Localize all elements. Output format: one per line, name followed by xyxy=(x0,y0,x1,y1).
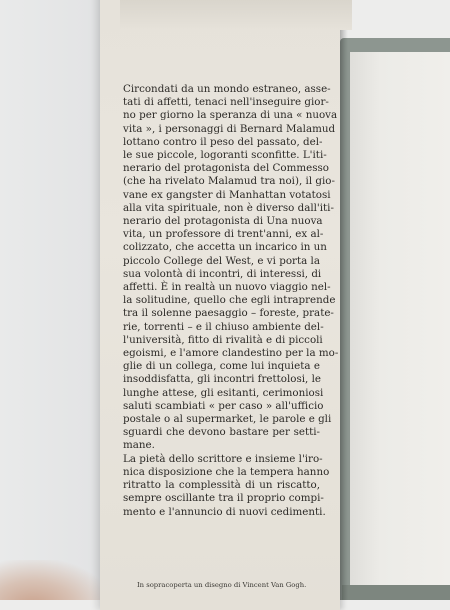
blurb-line: alla vita spirituale, non è diverso dall'iti- xyxy=(123,201,334,214)
blurb-line: saluti scambiati « per caso » all'ufficio xyxy=(123,399,324,412)
blurb-line: vane ex gangster di Manhattan votatosi xyxy=(123,188,331,201)
blurb-line: nerario del protagonista di Una nuova xyxy=(123,215,323,228)
blurb-line: insoddisfatta, gli incontri frettolosi, le xyxy=(123,373,321,386)
blurb-line: l'università, fitto di rivalità e di piccoli xyxy=(123,333,323,346)
book-cover-edge xyxy=(342,585,450,600)
jacket-top-edge xyxy=(120,0,352,30)
blurb-line: no per giorno la speranza di una « nuova xyxy=(123,109,338,122)
blurb-line: vita, un professore di trent'anni, ex al- xyxy=(123,228,324,241)
hand-fingertip xyxy=(0,560,110,600)
blurb-line: vita », i personaggi di Bernard Malamud xyxy=(123,122,336,135)
blurb-line: sguardi che devono bastare per setti- xyxy=(123,426,320,439)
blurb-line: ritratto la complessità di un riscatto, xyxy=(123,479,320,492)
blurb-line: mane. xyxy=(123,439,155,452)
blurb-line: mento e l'annuncio di nuovi cedimenti. xyxy=(123,505,326,518)
blurb-line: lottano contro il peso del passato, del- xyxy=(123,135,323,148)
blurb-line: egoismi, e l'amore clandestino per la mo- xyxy=(123,347,339,360)
blurb-paragraph-2 xyxy=(123,452,330,519)
blurb-line: affetti. È in realtà un nuovo viaggio nel- xyxy=(123,281,331,294)
blurb-paragraph-1 xyxy=(123,83,339,453)
blurb-line: nica disposizione che la tempera hanno xyxy=(123,465,330,478)
blurb-line: colizzato, che accetta un incarico in un xyxy=(123,241,327,254)
blurb-line: postale o al supermarket, le parole e gli xyxy=(123,413,332,426)
blurb-line: nerario del protagonista del Commesso xyxy=(123,162,329,175)
blurb-line: Circondati da un mondo estraneo, asse- xyxy=(123,83,331,95)
book-endpaper xyxy=(350,52,450,587)
blurb-line: lunghe attese, gli esitanti, cerimoniosi xyxy=(123,386,324,399)
blurb-line: sua volontà di incontri, di interessi, di xyxy=(123,267,322,280)
blurb-line: tra il solenne paesaggio – foreste, prate- xyxy=(123,307,334,320)
blurb-line: le sue piccole, logoranti sconfitte. L'iti- xyxy=(123,149,327,162)
blurb-line: rie, torrenti – e il chiuso ambiente del- xyxy=(123,320,324,333)
blurb-line: sempre oscillante tra il proprio compi- xyxy=(123,492,324,505)
blurb-line: La pietà dello scrittore e insieme l'iro- xyxy=(123,452,323,465)
blurb-line: piccolo College del West, e vi porta la xyxy=(123,254,320,267)
cover-credit: In sopracoperta un disegno di Vincent Van Gogh. xyxy=(137,581,307,589)
blurb-line: tati di affetti, tenaci nell'inseguire gior- xyxy=(123,96,329,109)
blurb-line: la solitudine, quello che egli intraprende xyxy=(123,294,336,307)
blurb-line: (che ha rivelato Malamud tra noi), il gio- xyxy=(123,175,335,188)
blurb-line: glie di un collega, come lui inquieta e xyxy=(123,360,320,373)
jacket-blurb xyxy=(123,83,339,519)
